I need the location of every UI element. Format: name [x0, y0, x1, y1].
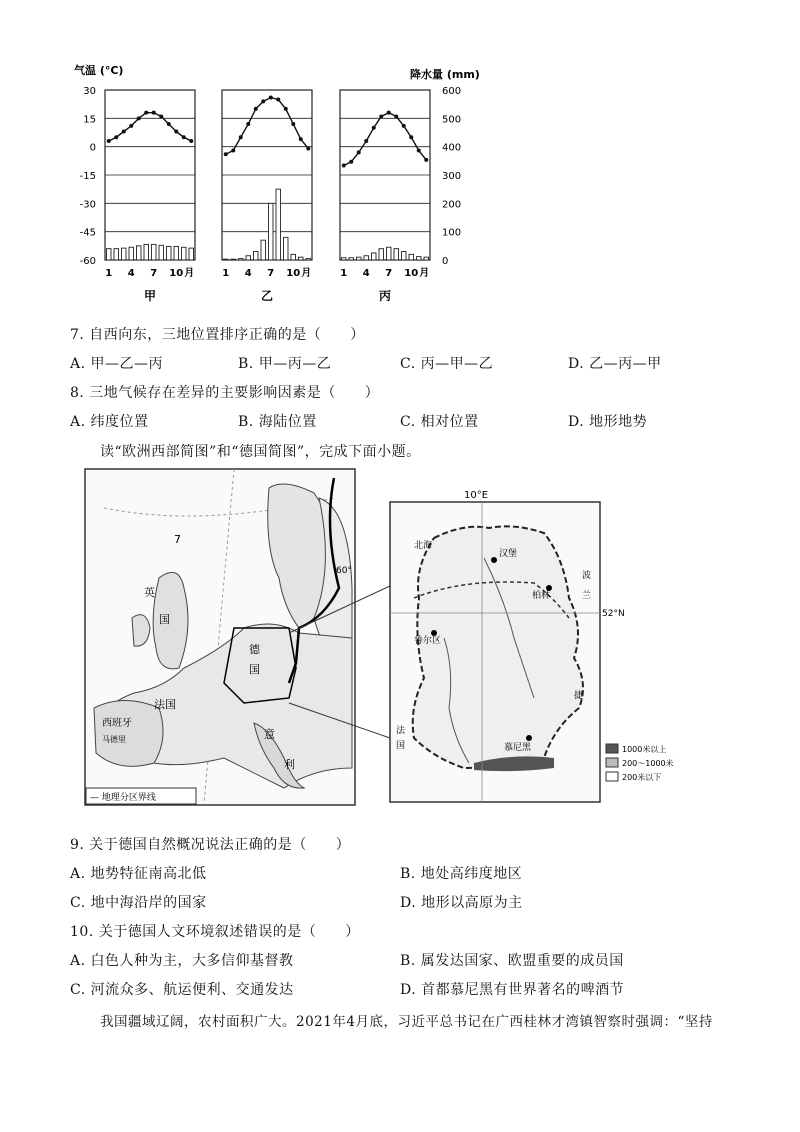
chart-name-label: 乙 [260, 289, 274, 303]
temp-tick-label: 30 [83, 86, 96, 97]
precip-bar [159, 245, 164, 260]
question-10-option-a[interactable]: A. 白色人种为主，大多信仰基督教 [70, 953, 294, 969]
temp-tick-label: -60 [79, 256, 96, 267]
month-tick-label: 4 [127, 268, 135, 279]
precip-tick-label: 500 [442, 114, 462, 126]
europe-legend-text: — 地理分区界线 [90, 793, 156, 803]
trailing-paragraph: 我国疆域辽阔，农村面积广大。2021年4月底，习近平总书记在广西桂林才湾镇智察时强调：“坚持 [100, 1014, 713, 1030]
temp-point [137, 116, 141, 120]
germany-label-jie: 捷 [574, 691, 584, 701]
precip-bar [342, 258, 347, 260]
climate-chart-figure [70, 60, 490, 310]
temp-point [269, 96, 273, 100]
question-8-option-d[interactable]: D. 地形地势 [568, 414, 648, 430]
legend-label-high: 1000米以上 [622, 745, 667, 754]
temp-point [372, 126, 376, 130]
legend-label-mid: 200～1000米 [622, 759, 674, 768]
chart-name-label: 丙 [378, 289, 392, 303]
month-tick-label: 4 [362, 268, 370, 279]
germany-label-hamburg: 汉堡 [499, 549, 518, 559]
hamburg-dot [491, 557, 497, 563]
question-10-stem: 10. 关于德国人文环境叙述错误的是（ ） [70, 924, 360, 940]
precip-bar [224, 259, 229, 260]
legend-swatch-mid [606, 758, 618, 767]
month-tick-label: 1 [340, 268, 348, 279]
germany-label-northsea: 北海 [414, 541, 433, 551]
month-tick-label: 7 [150, 268, 158, 279]
precip-bar [189, 248, 194, 260]
precip-bar [394, 249, 399, 260]
precip-bar [137, 246, 142, 260]
temp-point [114, 135, 118, 139]
precip-bar [261, 240, 266, 260]
precip-axis-label: 降水量 (mm) [410, 68, 480, 81]
month-tick-label: 10 [169, 268, 184, 279]
temp-point [284, 107, 288, 111]
temp-point [167, 122, 171, 126]
germany-outline [413, 526, 583, 768]
precip-bar [167, 246, 172, 260]
precip-tick-label: 300 [442, 171, 462, 182]
precip-bar [364, 256, 369, 260]
precip-bar [182, 247, 187, 260]
precip-bar [144, 244, 149, 260]
germany-label-guo: 国 [396, 741, 406, 751]
month-tick-label: 7 [385, 268, 393, 279]
temp-point [224, 152, 228, 156]
month-tick-label: 10 [286, 268, 301, 279]
precip-bar [239, 259, 244, 260]
question-9-option-d[interactable]: D. 地形以高原为主 [400, 895, 523, 911]
precip-tick-label: 400 [442, 142, 462, 154]
temp-point [409, 135, 413, 139]
precip-bar [284, 237, 289, 260]
temp-point [231, 148, 235, 152]
temp-line [344, 113, 427, 166]
legend-swatch-high [606, 744, 618, 753]
temp-point [122, 130, 126, 134]
question-10-option-b[interactable]: B. 属发达国家、欧盟重要的成员国 [400, 953, 624, 969]
temp-tick-label: 0 [89, 142, 96, 154]
temp-point [291, 122, 295, 126]
temp-line [109, 113, 192, 141]
germany-label-lan: 兰 [582, 591, 592, 601]
map-figure [84, 468, 734, 808]
precip-bar [402, 252, 407, 261]
germany-label-po: 波 [582, 571, 592, 581]
legend-swatch-low [606, 772, 618, 781]
europe-label-de-1: 德 [249, 643, 260, 656]
precip-tick-label: 0 [442, 256, 449, 267]
precip-bar [409, 254, 414, 260]
precip-bar [152, 244, 157, 260]
precip-tick-label: 100 [442, 227, 462, 239]
question-7-option-a[interactable]: A. 甲—乙—丙 [70, 356, 164, 372]
month-unit-label: 月 [184, 268, 195, 279]
temp-point [394, 114, 398, 118]
temp-point [424, 158, 428, 162]
temp-point [159, 114, 163, 118]
temp-point [182, 135, 186, 139]
precip-bar [349, 258, 354, 260]
germany-label-ruhr: 鲁尔区 [414, 636, 442, 646]
question-7-stem: 7. 自西向东，三地位置排序正确的是（ ） [70, 327, 365, 343]
europe-label-7: 7 [174, 533, 181, 546]
temp-point [357, 150, 361, 154]
precip-bar [299, 257, 304, 260]
germany-label-berlin: 柏林 [532, 591, 551, 601]
month-tick-label: 4 [244, 268, 252, 279]
temp-point [364, 139, 368, 143]
germany-meridian-label: 10°E [464, 490, 489, 501]
temp-point [379, 114, 383, 118]
temp-point [129, 124, 133, 128]
precip-tick-label: 600 [442, 86, 462, 97]
europe-label-france: 法国 [154, 698, 176, 711]
europe-label-it-1: 意 [264, 728, 275, 741]
precip-bar [269, 203, 274, 260]
question-9-option-b[interactable]: B. 地处高纬度地区 [400, 866, 523, 882]
iberia-shape [94, 701, 163, 767]
month-tick-label: 7 [267, 268, 275, 279]
precip-bar [417, 257, 422, 260]
precip-bar [114, 249, 119, 260]
month-unit-label: 月 [419, 268, 430, 279]
temp-point [402, 124, 406, 128]
temp-point [254, 107, 258, 111]
question-9-option-c[interactable]: C. 地中海沿岸的国家 [70, 895, 207, 911]
question-8-option-a[interactable]: A. 纬度位置 [70, 414, 149, 430]
legend-label-low: 200米以下 [622, 773, 662, 782]
reading-intro: 读“欧洲西部简图”和“德国简图”，完成下面小题。 [100, 444, 421, 460]
temp-point [276, 97, 280, 101]
question-7-option-d[interactable]: D. 乙—丙—甲 [568, 356, 662, 372]
precip-tick-label: 200 [442, 199, 462, 211]
precip-bar [291, 254, 296, 260]
temp-tick-label: -30 [79, 199, 96, 211]
europe-label-uk-1: 英 [144, 586, 155, 599]
precip-bar [379, 249, 384, 260]
question-9-option-a[interactable]: A. 地势特征南高北低 [70, 866, 207, 882]
precip-bar [357, 257, 362, 260]
temp-line [226, 98, 309, 155]
germany-lat-label: 52°N [602, 609, 625, 619]
question-7-option-c[interactable]: C. 丙—甲—乙 [400, 356, 494, 372]
month-tick-label: 1 [105, 268, 113, 279]
temp-point [144, 111, 148, 115]
climate-chart-svg [70, 60, 490, 310]
question-8-option-b[interactable]: B. 海陆位置 [238, 414, 317, 430]
temp-point [306, 147, 310, 151]
temp-point [387, 111, 391, 115]
precip-bar [387, 247, 392, 260]
europe-lat-label: 60° [336, 566, 352, 576]
question-8-stem: 8. 三地气候存在差异的主要影响因素是（ ） [70, 385, 380, 401]
question-9-stem: 9. 关于德国自然概况说法正确的是（ ） [70, 837, 351, 853]
precip-bar [246, 256, 251, 260]
question-10-option-c[interactable]: C. 河流众多、航运便利、交通发达 [70, 982, 294, 998]
germany-label-fa: 法 [396, 726, 406, 736]
precip-bar [306, 259, 311, 260]
temp-point [107, 139, 111, 143]
temp-point [174, 130, 178, 134]
chart-name-label: 甲 [143, 289, 157, 303]
map-svg [84, 468, 734, 808]
temp-point [342, 164, 346, 168]
precip-bar [231, 259, 236, 260]
precip-bar [122, 248, 127, 260]
europe-label-de-2: 国 [249, 663, 260, 676]
temp-point [189, 139, 193, 143]
europe-label-spain: 西班牙 [102, 718, 132, 729]
europe-label-uk-2: 国 [159, 613, 170, 626]
temp-tick-label: -45 [79, 227, 96, 239]
month-tick-label: 10 [404, 268, 419, 279]
month-tick-label: 1 [222, 268, 230, 279]
precip-bar [107, 249, 112, 260]
temp-point [246, 122, 250, 126]
precip-bar [174, 246, 179, 260]
question-10-option-d[interactable]: D. 首都慕尼黑有世界著名的啤酒节 [400, 982, 625, 998]
temp-point [349, 160, 353, 164]
europe-label-madrid: 马德里 [102, 735, 126, 744]
temp-tick-label: 15 [83, 114, 96, 126]
precip-bar [276, 189, 281, 260]
precip-bar [129, 247, 134, 260]
question-7-option-b[interactable]: B. 甲—丙—乙 [238, 356, 332, 372]
germany-label-munich: 慕尼黑 [504, 743, 532, 753]
precip-bar [254, 252, 259, 261]
temp-point [261, 99, 265, 103]
temp-point [299, 137, 303, 141]
temp-axis-label: 气温 (°C) [74, 64, 124, 77]
temp-point [417, 148, 421, 152]
temp-point [152, 111, 156, 115]
temp-point [239, 135, 243, 139]
question-8-option-c[interactable]: C. 相对位置 [400, 414, 479, 430]
temp-tick-label: -15 [79, 171, 96, 182]
munich-dot [526, 735, 532, 741]
precip-bar [372, 253, 377, 260]
precip-bar [424, 257, 429, 260]
month-unit-label: 月 [301, 268, 312, 279]
europe-label-it-2: 利 [284, 758, 295, 771]
